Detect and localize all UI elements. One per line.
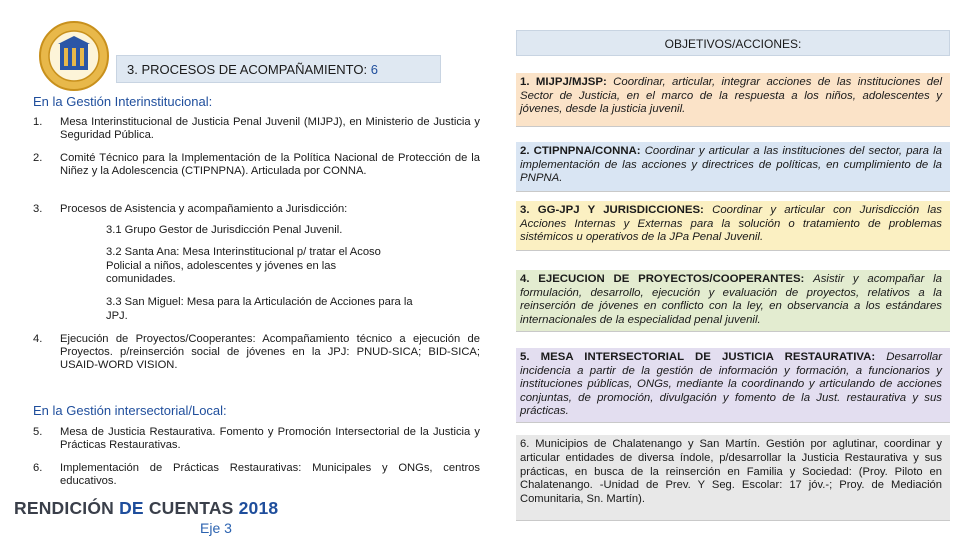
objective-box-5: [516, 348, 950, 423]
objective-box-3: [516, 201, 950, 251]
objective-title: 1. MIJPJ/MJSP:: [520, 76, 614, 88]
list-item: Comité Técnico para la Implementación de la Política Nacional de Protección de la Niñez y la Adolescencia (CTIPNPNA). Articulada por CONNA.: [60, 152, 480, 177]
item-number: 6.: [33, 462, 43, 474]
objective-text: Asistir y acompañar la formulación, desarrollo, ejecución y evaluación de proyectos, relativos a la reinserción de jóvenes en conflicto con la ley, en observancia a los estándares internacionales de la especialidad penal juvenil.: [520, 273, 942, 326]
item-number: 2.: [33, 152, 43, 164]
gestion-local-heading: En la Gestión intersectorial/Local:: [33, 403, 227, 418]
item-number: 3.: [33, 203, 43, 215]
objective-text: Coordinar y articular con Jurisdicción las Acciones Internas y Externas para la solución o tratamiento de problemas sistémicos u operativos de la JPa Penal Juvenil.: [520, 204, 942, 244]
objective-title: 2. CTIPNPNA/CONNA:: [520, 145, 645, 157]
list-item: Implementación de Prácticas Restaurativas: Municipales y ONGs, centros educativos.: [60, 462, 480, 487]
gestion-interinstitucional-heading: En la Gestión Interinstitucional:: [33, 94, 213, 109]
objective-box-1: [516, 73, 950, 127]
objective-box-6: [516, 435, 950, 521]
footer-title-part: RENDICIÓN: [14, 498, 120, 518]
item-number: 4.: [33, 333, 43, 345]
objective-text: 6. Municipios de Chalatenango y San Martín. Gestión por aglutinar, coordinar y articular entidades de diversa índole, p/desarrollar la Justicia Restaurativa y sus prácticas, en busca de la reinserción en Familia y Sociedad: (Proy. Piloto en Chalatenango. -Unidad de Prev. Y Seg. Escolar: 17 jóv.-; Proy. de Mediación Comunitaria, Sn. Martín).: [520, 438, 942, 506]
objective-text: Desarrollar incidencia a partir de la gestión de información y formación, a funcionarios y instituciones públicas, ONGs, mediante la coordinando y articulando de acciones conjuntas, de promoción, divulgación y fomento de la Just. restaurativa y sus prácticas.: [520, 351, 942, 418]
objective-text: Coordinar y articular a las instituciones del sector, para la implementación de las acciones y directrices de políticas, en cumplimiento de la PNPNA.: [520, 145, 942, 185]
sub-item: 3.1 Grupo Gestor de Jurisdicción Penal Juvenil.: [106, 224, 343, 236]
list-item: Ejecución de Proyectos/Cooperantes: Acompañamiento técnico a ejecución de Proyectos. p/reinserción social de jóvenes en la JPJ: PNUD-SICA; BID-SICA; USAID-WORD VISION.: [60, 333, 480, 371]
section-title: [116, 55, 441, 83]
list-item: Procesos de Asistencia y acompañamiento a Jurisdicción:: [60, 203, 348, 215]
objective-title: 4. EJECUCION DE PROYECTOS/COOPERANTES:: [520, 273, 814, 285]
sub-item: 3.2 Santa Ana: Mesa Interinstitucional p/ tratar el Acoso Policial a niños, adolescentes y jóvenes en las comunidades.: [106, 246, 381, 285]
footer-title: [14, 498, 278, 519]
list-item: Mesa Interinstitucional de Justicia Penal Juvenil (MIJPJ), en Ministerio de Justicia y Seguridad Pública.: [60, 116, 480, 141]
objective-box-4: [516, 270, 950, 332]
objective-box-2: [516, 142, 950, 192]
sub-item: 3.3 San Miguel: Mesa para la Articulación de Acciones para la JPJ.: [106, 296, 413, 322]
item-number: 1.: [33, 116, 43, 128]
item-number: 5.: [33, 426, 43, 438]
objetivos-header: OBJETIVOS/ACCIONES:: [516, 30, 950, 56]
organo-judicial-logo: [38, 20, 110, 92]
objective-title: 3. GG-JPJ Y JURISDICCIONES:: [520, 204, 713, 216]
footer-title-part: CUENTAS: [143, 498, 239, 518]
footer-title-part: DE: [119, 498, 144, 518]
objective-title: 5. MESA INTERSECTORIAL DE JUSTICIA RESTAURATIVA:: [520, 351, 887, 363]
list-item: Mesa de Justicia Restaurativa. Fomento y Promoción Intersectorial de la Justicia y Prácticas Restaurativas.: [60, 426, 480, 451]
eje-label: Eje 3: [200, 520, 232, 536]
footer-year: 2018: [238, 498, 279, 518]
section-title-text: 3. PROCESOS DE ACOMPAÑAMIENTO:: [127, 62, 371, 77]
section-count: 6: [370, 62, 378, 77]
objective-text: Coordinar, articular, integrar acciones de las instituciones del Sector de Justicia, en el marco de la respuesta a los niños, adolescentes y jóvenes, desde la justicia juvenil.: [520, 76, 942, 116]
